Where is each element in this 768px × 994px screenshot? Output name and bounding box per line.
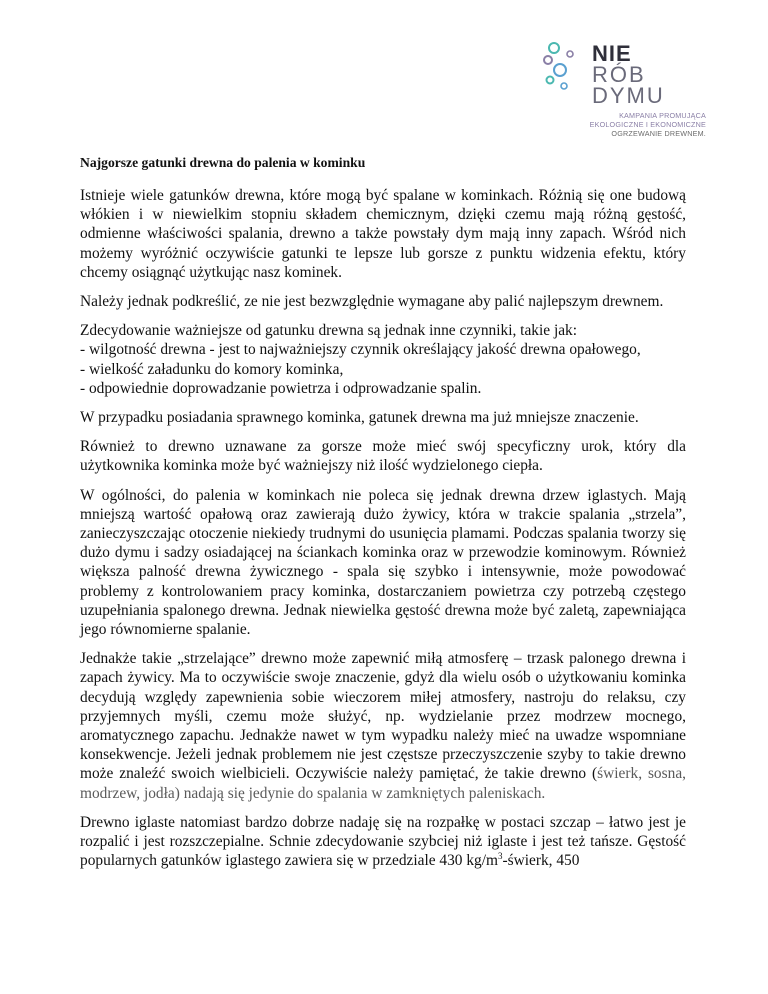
paragraph-4: W przypadku posiadania sprawnego kominka, gatunek drewna ma już mniejsze znaczenie. (80, 409, 639, 427)
logo-wordmark (592, 41, 665, 108)
list-item: - wielkość załadunku do komory kominka, (80, 360, 344, 378)
logo-word-rob: RÓB (592, 62, 646, 87)
logo-word-dymu: DYMU (592, 83, 665, 108)
superscript-3: 3 (497, 851, 503, 862)
paragraph-1: Istnieje wiele gatunków drewna, które mogą być spalane w kominkach. Różnią się one budową włókien i w niewielkim stopniu składem chemicznym, dzięki czemu mają różną gęstość, odmienne właściwości spalania, drewno a także powstały dym mają inny zapach. Wśród nich możemy wyróżnić oczywiście gatunki te lepsze lub gorsze z punktu widzenia efektu, który chcemy osiągnąć użytkując nasz kominek. (80, 187, 686, 281)
logo-tagline-line-2: EKOLOGICZNE I EKONOMICZNE (589, 120, 706, 129)
paragraph-5: Również to drewno uznawane za gorsze może mieć swój specyficzny urok, który dla użytkownika kominka może być ważniejszy niż ilość wydzielonego ciepła. (80, 438, 686, 475)
list-item: - wilgotność drewna - jest to najważniejszy czynnik określający jakość drewna opałowego, (80, 341, 641, 359)
paragraph-3-intro: Zdecydowanie ważniejsze od gatunku drewna są jednak inne czynniki, takie jak: (80, 322, 578, 340)
paragraph-6: W ogólności, do palenia w kominkach nie poleca się jednak drewna drzew iglastych. Mają mniejszą wartość opałową oraz zawierają dużo żywicy, która w trakcie spalania „strzela”, zanieczyszczając otoczenie niekiedy trudnymi do usunięcia plamami. Podczas spalania tworzy się dużo dymu i sadzy osiadającej na ściankach kominka oraz w przewodzie kominowym. Również większa palność drewna żywicznego - spala się szybko i intensywnie, może powodować problemy z kontrolowaniem pracy kominka, dostarczaniem powietrza czy potrzebą częstego uzupełniania spalonego drewna. Jednak niewielka gęstość drewna może być zaletą, zapewniająca jego równomierne spalanie. (80, 486, 686, 639)
list-item: - odpowiednie doprowadzanie powietrza i odprowadzanie spalin. (80, 379, 482, 397)
logo-tagline-line-3: OGRZEWANIE DREWNEM. (611, 129, 706, 138)
paragraph-8-text-end: -świerk, 450 (502, 852, 580, 870)
document-body (80, 154, 686, 881)
paragraph-2: Należy jednak podkreślić, ze nie jest bezwzględnie wymagane aby palić najlepszym drewnem. (80, 293, 664, 311)
logo-tagline-line-1: KAMPANIA PROMUJĄCA (619, 111, 706, 120)
paragraph-8 (80, 813, 686, 871)
paragraph-7-main: Jednakże takie „strzelające” drewno może zapewnić miłą atmosferę – trzask palonego drewna i zapach żywicy. Ma to oczywiście swoje znaczenie, gdyż dla wielu osób o użytkowaniu kominka decydują względy zapewnienia sobie wieczorem miłej atmosfery, nastroju do relaksu, czy przyjemnych myśli, czemu może służyć, np. wydzielanie przez modrzew mocnego, aromatycznego zapachu. Jednakże nawet w tym wypadku należy mieć na uwadze wspomniane konsekwencje. Jeżeli jednak problemem nie jest częstsze przeczyszczenie szyby to takie drewno może znaleźć swoich wielbicieli. Oczywiście należy pamiętać, że takie drewno ( (80, 650, 686, 783)
logo-word-nie: NIE (592, 41, 632, 66)
paragraph-3 (80, 321, 686, 398)
paragraph-8-text: Drewno iglaste natomiast bardzo dobrze nadaję się na rozpałkę w postaci szczap – łatwo jest je rozpalić i jest rozszczepialne. Schnie zdecydowanie szybciej niż iglaste i jest też tańsze. Gęstość popularnych gatunków iglastego zawiera się w przedziale 430 kg/m (80, 813, 686, 870)
paragraph-7-wood-list: świerk, sosna, modrzew, jodła) nadają się jedynie do spalania w zamkniętych paleniskach. (80, 765, 686, 802)
campaign-logo (540, 40, 710, 160)
paragraph-7 (80, 649, 686, 803)
document-title: Najgorsze gatunki drewna do palenia w kominku (80, 155, 366, 170)
logo-tagline (540, 111, 706, 138)
